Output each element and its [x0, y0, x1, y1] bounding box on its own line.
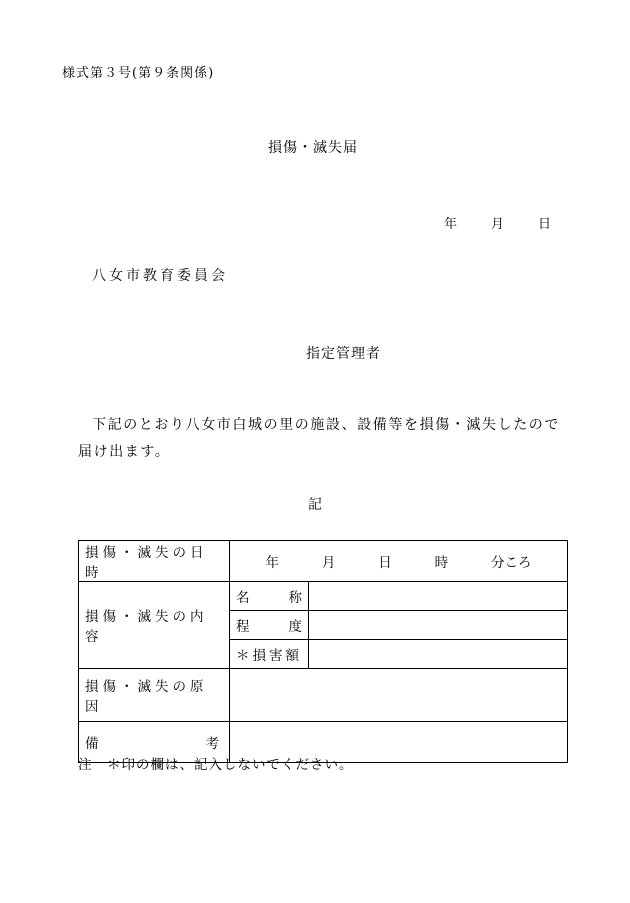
- date-day-label: 日: [538, 217, 552, 232]
- sublabel-damage-amount: ＊損害額: [230, 640, 309, 669]
- form-number: 様式第３号(第９条関係): [62, 66, 215, 81]
- sublabel-degree-b: 度: [288, 619, 302, 635]
- detail-table: [78, 540, 568, 763]
- sublabel-name: [230, 582, 309, 611]
- sublabel-degree-a: 程: [236, 619, 250, 635]
- date-year-label: 年: [444, 217, 458, 232]
- field-degree[interactable]: [309, 611, 568, 640]
- footnote: 注 ＊印の欄は、記入しないでください。: [78, 757, 354, 773]
- field-datetime[interactable]: [230, 541, 568, 582]
- label-remarks-a: 備: [85, 736, 103, 752]
- field-name[interactable]: [309, 582, 568, 611]
- label-cause: 損傷・滅失の原因: [79, 669, 230, 722]
- field-damage-amount[interactable]: [309, 640, 568, 669]
- sublabel-name-b: 称: [288, 590, 302, 606]
- row-cause: [79, 669, 568, 722]
- row-datetime: [79, 541, 568, 582]
- datetime-month: 月: [321, 555, 336, 571]
- label-contents: 損傷・滅失の内容: [79, 582, 230, 669]
- sublabel-degree: [230, 611, 309, 640]
- date-month-label: 月: [491, 217, 505, 232]
- datetime-hour: 時: [434, 555, 449, 571]
- field-cause[interactable]: [230, 669, 568, 722]
- body-text: 下記のとおり八女市白城の里の施設、設備等を損傷・滅失したので届け出ます。: [78, 417, 560, 460]
- ki-heading: 記: [308, 497, 322, 513]
- sublabel-name-a: 名: [236, 590, 250, 606]
- label-datetime: 損傷・滅失の日時: [79, 541, 230, 582]
- sender-designated-manager: 指定管理者: [306, 346, 381, 362]
- datetime-day: 日: [378, 555, 392, 571]
- datetime-minute: 分ころ: [491, 555, 532, 571]
- addressee: 八女市教育委員会: [92, 268, 228, 284]
- label-remarks-b: 考: [205, 736, 223, 752]
- datetime-year: 年: [265, 555, 279, 571]
- document-title: 損傷・滅失届: [268, 140, 358, 156]
- row-contents-name: [79, 582, 568, 611]
